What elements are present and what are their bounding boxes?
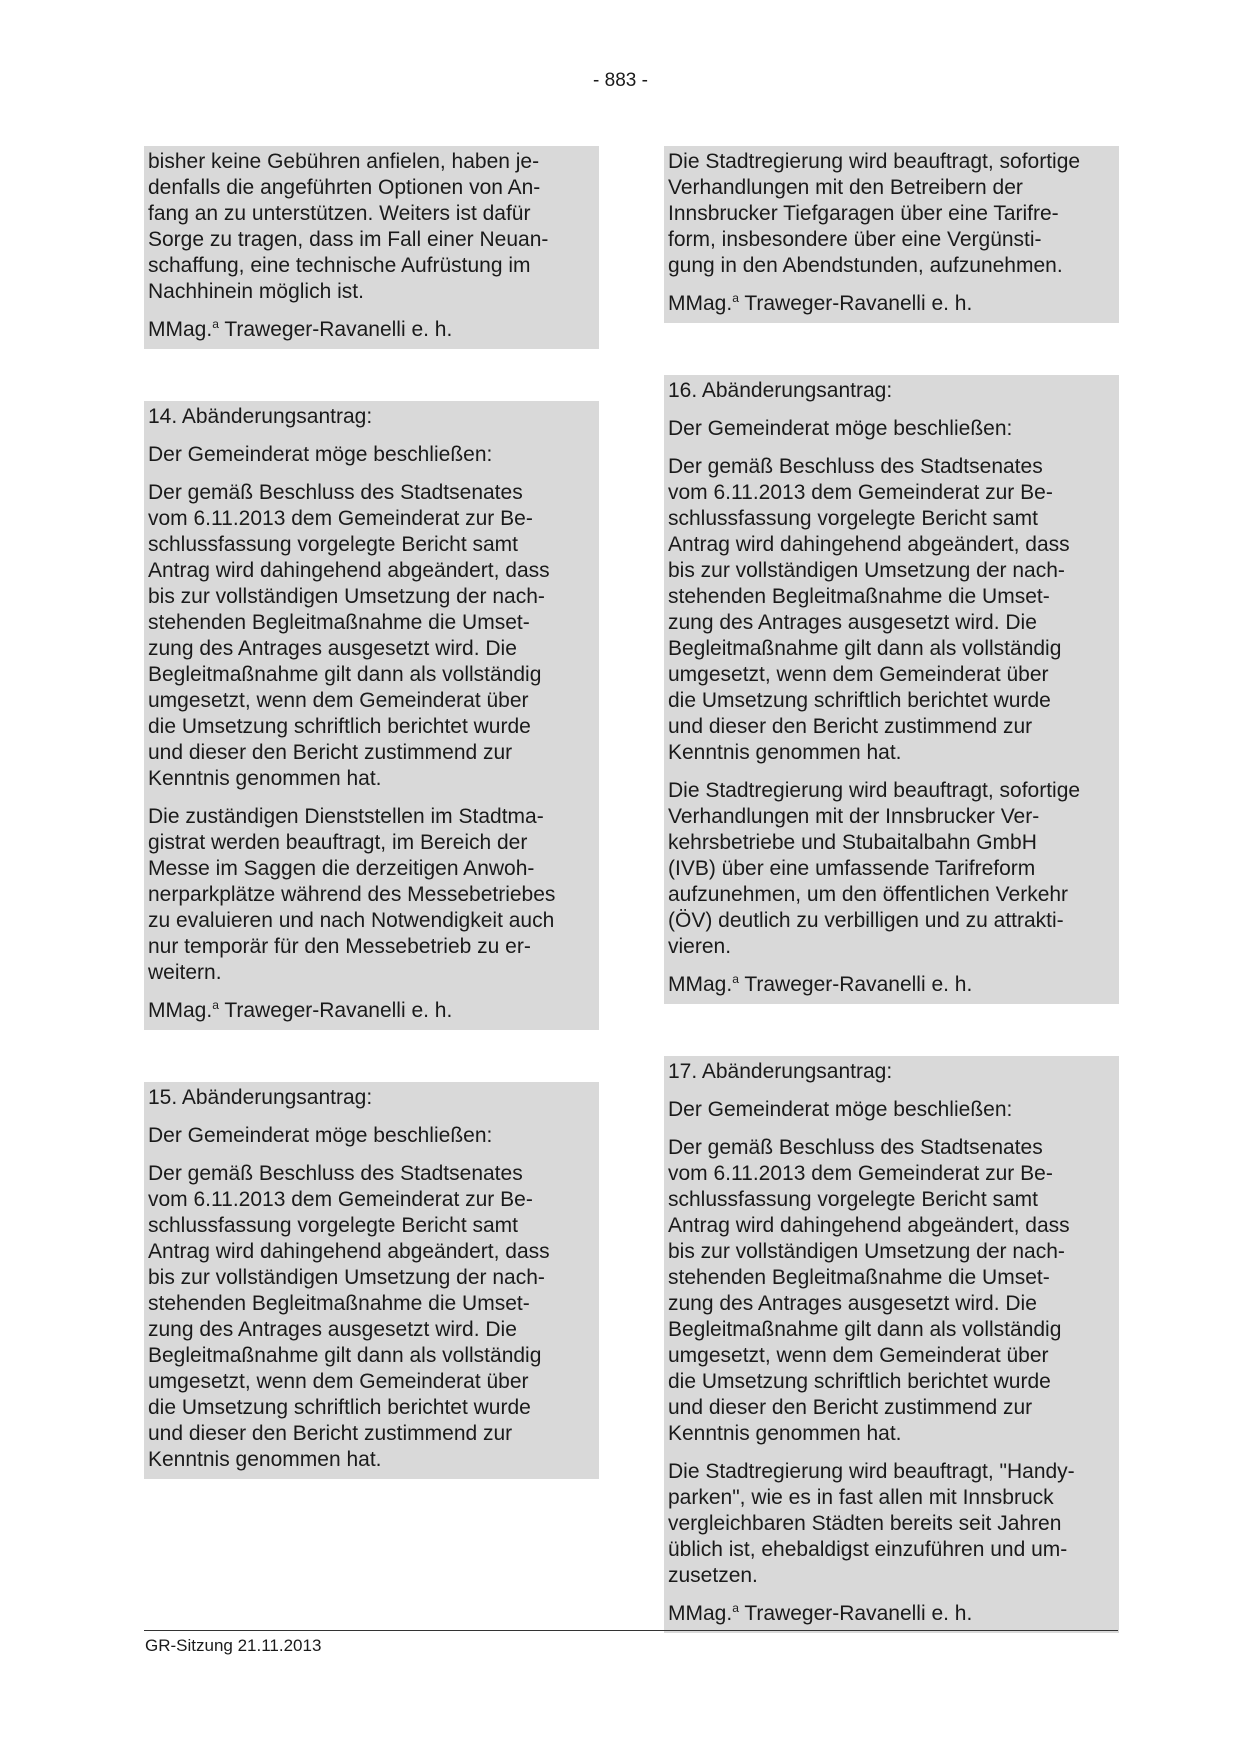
motion-block bbox=[664, 1056, 1119, 1633]
motion-heading: 14. Abänderungsantrag: bbox=[148, 405, 373, 428]
motion-block bbox=[664, 146, 1119, 323]
motion-heading: 16. Abänderungsantrag: bbox=[668, 379, 893, 402]
right-column bbox=[664, 146, 1119, 1633]
page-number: - 883 - bbox=[593, 70, 648, 91]
motion-heading: 15. Abänderungsantrag: bbox=[148, 1086, 373, 1109]
signature: MMag.$^a$ Traweger-Ravanelli e. h. bbox=[148, 998, 453, 1022]
motion-paragraph: Die zuständigen Dienststellen im Stadtma- gistrat werden beauftragt, im Bereich der Messe im Saggen die derzeitigen Anwoh- nerparkplätze während des Messebetriebes zu evaluieren und nach Notwendigkeit auch nur temporär für den Messebetrieb zu er- weitern. bbox=[148, 805, 556, 984]
motion-block bbox=[144, 146, 599, 349]
motion-heading: 17. Abänderungsantrag: bbox=[668, 1060, 893, 1083]
left-column bbox=[144, 146, 599, 1479]
footer-text: GR-Sitzung 21.11.2013 bbox=[145, 1636, 322, 1655]
motion-block bbox=[144, 1082, 599, 1479]
motion-paragraph: Die Stadtregierung wird beauftragt, "Handy- parken", wie es in fast allen mit Innsbruck vergleichbaren Städten bereits seit Jahren üblich ist, ehebaldigst einzuführen und um- zusetzen. bbox=[668, 1460, 1075, 1587]
motion-intro: Der Gemeinderat möge beschließen: bbox=[668, 417, 1013, 440]
motion-paragraph: Die Stadtregierung wird beauftragt, sofortige Verhandlungen mit der Innsbrucker Ver- kehrsbetriebe und Stubaitalbahn GmbH (IVB) über eine umfassende Tarifreform aufzunehmen, um den öffentlichen Verkehr (ÖV) deutlich zu verbilligen und zu attrakti- vieren. bbox=[668, 779, 1081, 958]
motion-block bbox=[664, 375, 1119, 1004]
signature: MMag.$^a$ Traweger-Ravanelli e. h. bbox=[668, 1601, 973, 1625]
motion-paragraph: Der gemäß Beschluss des Stadtsenates vom 6.11.2013 dem Gemeinderat zur Be- schlussfassung vorgelegte Bericht samt Antrag wird dahingehend abgeändert, dass bis zur vollständigen Umsetzung der nach- stehenden Begleitmaßnahme die Umset- zung des Antrages ausgesetzt wird. Die Begleitmaßnahme gilt dann als vollständig umgesetzt, wenn dem Gemeinderat über die Umsetzung schriftlich berichtet wurde und dieser den Bericht zustimmend zur Kenntnis genommen hat. bbox=[148, 1162, 550, 1471]
motion-paragraph: Der gemäß Beschluss des Stadtsenates vom 6.11.2013 dem Gemeinderat zur Be- schlussfassung vorgelegte Bericht samt Antrag wird dahingehend abgeändert, dass bis zur vollständigen Umsetzung der nach- stehenden Begleitmaßnahme die Umset- zung des Antrages ausgesetzt wird. Die Begleitmaßnahme gilt dann als vollständig umgesetzt, wenn dem Gemeinderat über die Umsetzung schriftlich berichtet wurde und dieser den Bericht zustimmend zur Kenntnis genommen hat. bbox=[668, 455, 1070, 764]
motion-block bbox=[144, 401, 599, 1030]
motion-intro: Der Gemeinderat möge beschließen: bbox=[668, 1098, 1013, 1121]
footer-divider bbox=[144, 1630, 1118, 1631]
motion-intro: Der Gemeinderat möge beschließen: bbox=[148, 443, 493, 466]
motion-paragraph: bisher keine Gebühren anfielen, haben je- denfalls die angeführten Optionen von An- fang an zu unterstützen. Weiters ist dafür Sorge zu tragen, dass im Fall einer Neuan- schaffung, eine technische Aufrüstung im Nachhinein möglich ist. bbox=[148, 150, 549, 303]
motion-paragraph: Der gemäß Beschluss des Stadtsenates vom 6.11.2013 dem Gemeinderat zur Be- schlussfassung vorgelegte Bericht samt Antrag wird dahingehend abgeändert, dass bis zur vollständigen Umsetzung der nach- stehenden Begleitmaßnahme die Umset- zung des Antrages ausgesetzt wird. Die Begleitmaßnahme gilt dann als vollständig umgesetzt, wenn dem Gemeinderat über die Umsetzung schriftlich berichtet wurde und dieser den Bericht zustimmend zur Kenntnis genommen hat. bbox=[148, 481, 550, 790]
motion-paragraph: Der gemäß Beschluss des Stadtsenates vom 6.11.2013 dem Gemeinderat zur Be- schlussfassung vorgelegte Bericht samt Antrag wird dahingehend abgeändert, dass bis zur vollständigen Umsetzung der nach- stehenden Begleitmaßnahme die Umset- zung des Antrages ausgesetzt wird. Die Begleitmaßnahme gilt dann als vollständig umgesetzt, wenn dem Gemeinderat über die Umsetzung schriftlich berichtet wurde und dieser den Bericht zustimmend zur Kenntnis genommen hat. bbox=[668, 1136, 1070, 1445]
motion-intro: Der Gemeinderat möge beschließen: bbox=[148, 1124, 493, 1147]
signature: MMag.$^a$ Traweger-Ravanelli e. h. bbox=[668, 972, 973, 996]
signature: MMag.$^a$ Traweger-Ravanelli e. h. bbox=[668, 291, 973, 315]
motion-paragraph: Die Stadtregierung wird beauftragt, sofortige Verhandlungen mit den Betreibern der Innsbrucker Tiefgaragen über eine Tarifre- form, insbesondere über eine Vergünsti- gung in den Abendstunden, aufzunehmen. bbox=[668, 150, 1081, 277]
signature: MMag.$^a$ Traweger-Ravanelli e. h. bbox=[148, 317, 453, 341]
